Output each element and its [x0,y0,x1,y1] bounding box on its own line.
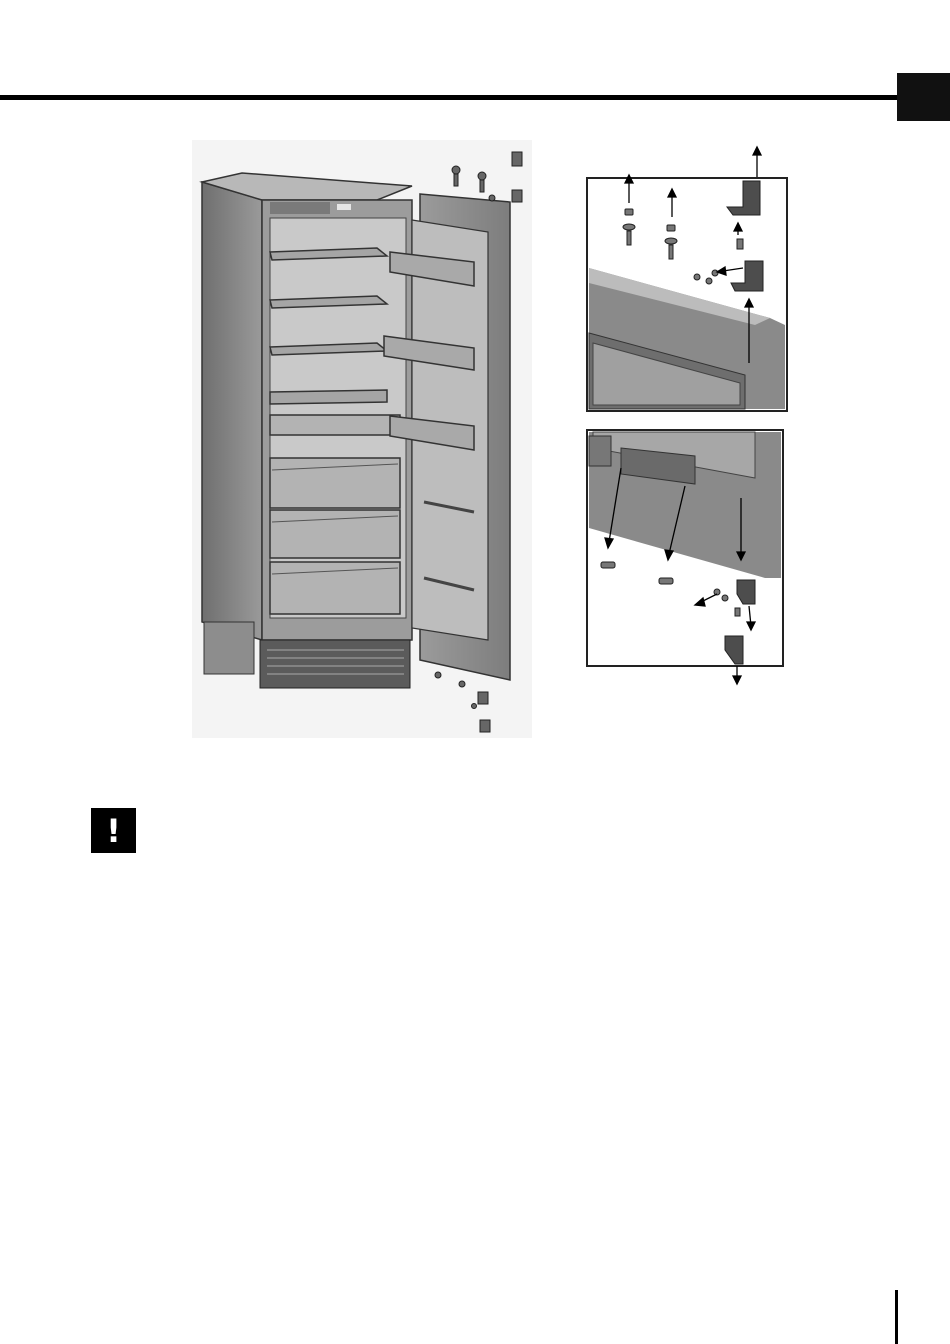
upper-hinge-detail [585,143,790,413]
header-rule [0,95,900,100]
page-number-rule [895,1290,898,1344]
chapter-tab [897,73,950,121]
refrigerator-illustration [192,140,532,738]
lower-hinge-detail [585,428,790,698]
warning-icon: ! [91,808,136,853]
